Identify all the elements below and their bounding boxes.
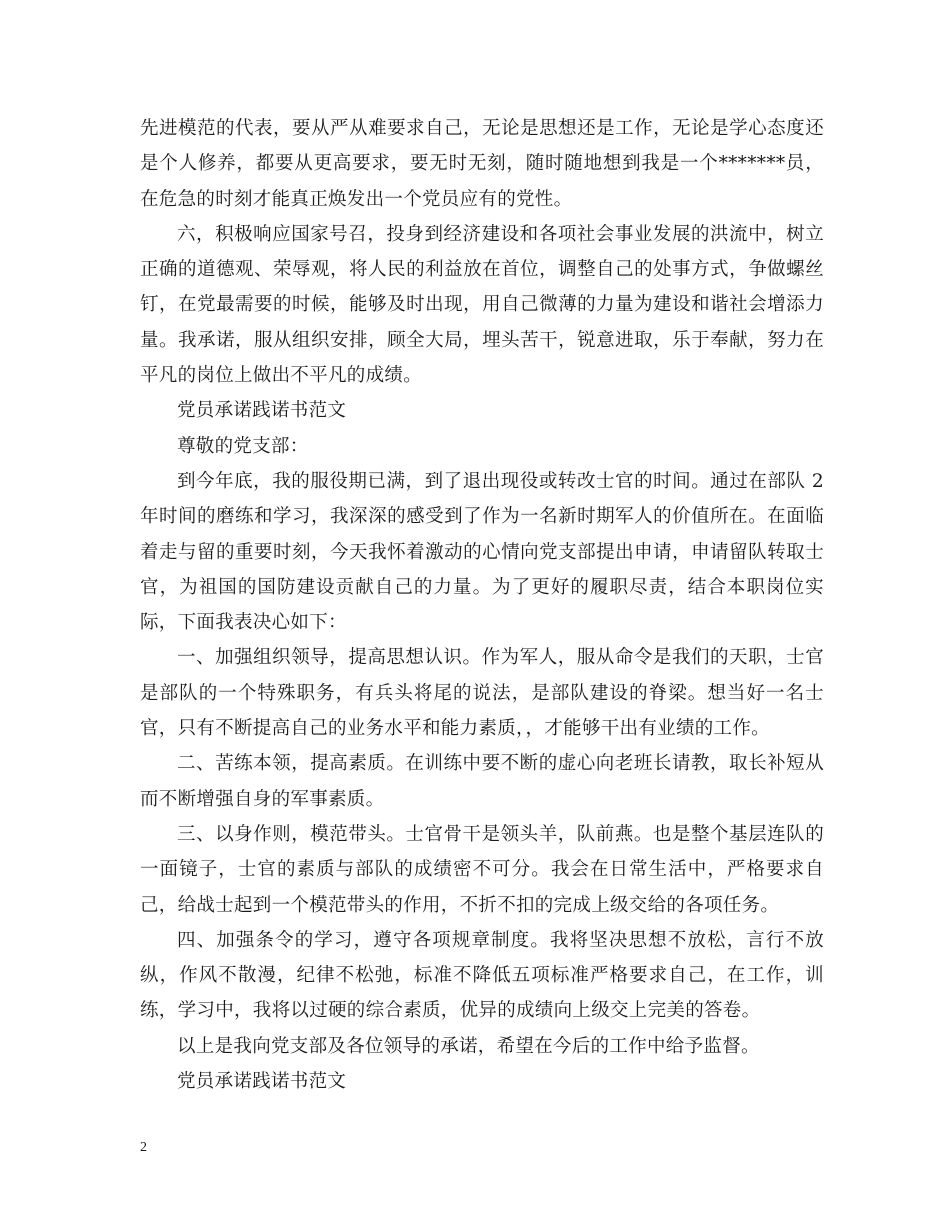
paragraph-continuation: 先进模范的代表，要从严从难要求自己，无论是思想还是工作，无论是学心态度还是个人修养，都要从更高要求，要无时无刻，随时随地想到我是一个*******员，在危急的时刻才能真正焕发出一个党员应有的党性。 (140, 118, 824, 210)
page-number: 2 (140, 1140, 147, 1155)
paragraph-closing: 以上是我向党支部及各位领导的承诺，希望在今后的工作中给予监督。 (177, 1035, 760, 1057)
section-heading: 党员承诺践诺书范文 (177, 1071, 347, 1093)
paragraph-intro: 到今年底，我的服役期已满，到了退出现役或转改士官的时间。通过在部队 2 年时间的磨练和学习，我深深的感受到了作为一名新时期军人的价值所在。在面临着走与留的重要时刻，今天我怀着激动的心情向党支部提出申请，申请留队转取士官，为祖国的国防建设贡献自己的力量。为了更好的履职尽责，结合本职岗位实际，下面我表决心如下： (140, 470, 824, 634)
paragraph-item-three: 三、以身作则，模范带头。士官骨干是领头羊，队前燕。也是整个基层连队的一面镜子，士官的素质与部队的成绩密不可分。我会在日常生活中，严格要求自己，给战士起到一个模范带头的作用，不折不扣的完成上级交给的各项任务。 (140, 823, 824, 916)
paragraph-item-six: 六，积极响应国家号召，投身到经济建设和各项社会事业发展的洪流中，树立正确的道德观、荣辱观，将人民的利益放在首位，调整自己的处事方式，争做螺丝钉，在党最需要的时候，能够及时出现，用自己微薄的力量为建设和谐社会增添力量。我承诺，服从组织安排，顾全大局，埋头苦干，锐意进取，乐于奉献，努力在平凡的岗位上做出不平凡的成绩。 (140, 223, 824, 387)
paragraph-item-four: 四、加强条令的学习，遵守各项规章制度。我将坚决思想不放松，言行不放纵，作风不散漫，纪律不松弛，标准不降低五项标准严格要求自己，在工作，训练，学习中，我将以过硬的综合素质，优异的成绩向上级交上完美的答卷。 (140, 929, 824, 1022)
paragraph-item-one: 一、加强组织领导，提高思想认识。作为军人，服从命令是我们的天职，士官是部队的一个特殊职务，有兵头将尾的说法，是部队建设的脊梁。想当好一名士官，只有不断提高自己的业务水平和能力素质，，才能够干出有业绩的工作。 (140, 647, 824, 740)
document-body (140, 111, 824, 1099)
paragraph-item-two: 二、苦练本领，提高素质。在训练中要不断的虚心向老班长请教，取长补短从而不断增强自身的军事素质。 (140, 753, 824, 810)
section-heading: 党员承诺践诺书范文 (177, 400, 347, 422)
salutation: 尊敬的党支部： (177, 435, 309, 457)
